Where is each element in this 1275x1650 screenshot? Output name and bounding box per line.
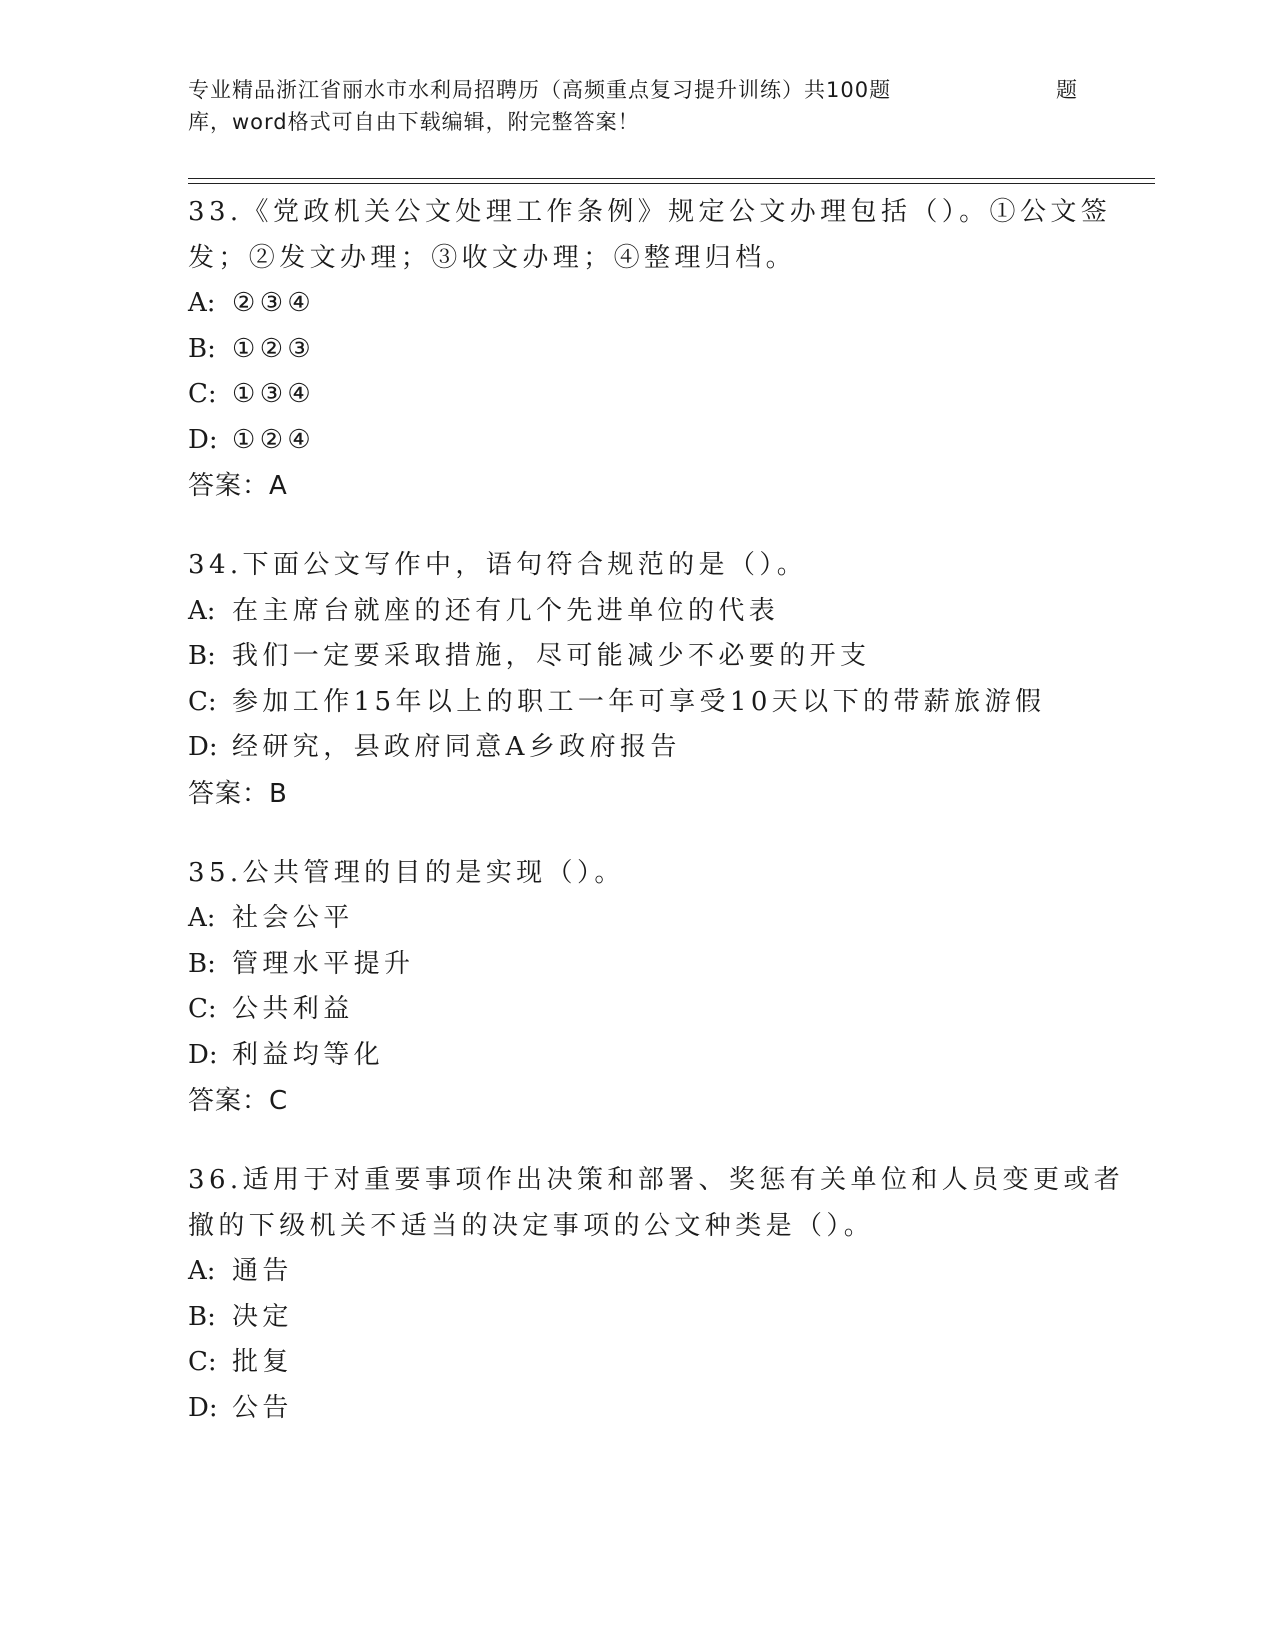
option-letter: A: bbox=[188, 903, 216, 933]
option-letter: B: bbox=[188, 641, 216, 671]
option-text: 公告 bbox=[232, 1392, 293, 1423]
header-line-1 bbox=[188, 74, 1078, 106]
option-text: 我们一定要采取措施，尽可能减少不必要的开支 bbox=[232, 641, 871, 671]
option-text: 通告 bbox=[232, 1256, 293, 1286]
question-stem-line: 撤的下级机关不适当的决定事项的公文种类是（）。 bbox=[188, 1210, 875, 1241]
document-header bbox=[188, 74, 1078, 138]
option-text: ①③④ bbox=[232, 379, 316, 409]
option-text: 批复 bbox=[232, 1347, 293, 1377]
question-stem-line: 33.《党政机关公文处理工作条例》规定公文办理包括（）。①公文签 bbox=[188, 197, 1112, 227]
option-text: 利益均等化 bbox=[232, 1039, 385, 1070]
option-letter: C: bbox=[188, 686, 217, 717]
option-c bbox=[188, 987, 1088, 1033]
option-a bbox=[188, 281, 1088, 327]
option-letter: D: bbox=[188, 732, 218, 762]
answer-line: 答案：B bbox=[188, 778, 288, 809]
option-letter: A: bbox=[188, 595, 216, 626]
option-b bbox=[188, 942, 1088, 988]
option-b bbox=[188, 634, 1088, 680]
option-text: 公共利益 bbox=[232, 994, 354, 1024]
question-stem-line: 36.适用于对重要事项作出决策和部署、奖惩有关单位和人员变更或者 bbox=[188, 1165, 1125, 1195]
option-text: 社会公平 bbox=[232, 903, 354, 933]
option-d bbox=[188, 1386, 1088, 1432]
option-text: 管理水平提升 bbox=[232, 948, 415, 979]
option-d bbox=[188, 1033, 1088, 1079]
question-list bbox=[188, 190, 1125, 1465]
option-d bbox=[188, 725, 1088, 771]
option-letter: D: bbox=[188, 1039, 218, 1070]
option-text: ①②④ bbox=[232, 424, 316, 455]
option-letter: D: bbox=[188, 424, 218, 455]
question-stem-line: 34.下面公文写作中，语句符合规范的是（）。 bbox=[188, 550, 808, 580]
option-text: ②③④ bbox=[232, 288, 316, 318]
option-letter: D: bbox=[188, 1392, 218, 1423]
question-34 bbox=[188, 543, 1088, 817]
option-letter: A: bbox=[188, 288, 216, 318]
option-text: ①②③ bbox=[232, 333, 316, 364]
option-letter: C: bbox=[188, 994, 217, 1024]
option-text: 决定 bbox=[232, 1301, 293, 1332]
option-a bbox=[188, 1249, 1088, 1295]
question-stem-line: 发；②发文办理；③收文办理；④整理归档。 bbox=[188, 242, 797, 273]
option-text: 在主席台就座的还有几个先进单位的代表 bbox=[232, 595, 780, 626]
answer-line: 答案：A bbox=[188, 471, 288, 501]
question-36 bbox=[188, 1158, 1125, 1431]
option-text: 经研究，县政府同意A乡政府报告 bbox=[232, 732, 681, 762]
answer-line: 答案：C bbox=[188, 1086, 289, 1116]
option-letter: A: bbox=[188, 1256, 216, 1286]
header-divider-bottom bbox=[188, 183, 1155, 184]
option-text: 参加工作15年以上的职工一年可享受10天以下的带薪旅游假 bbox=[232, 686, 1046, 717]
option-b bbox=[188, 327, 1088, 373]
header-line-2: 库，word格式可自由下载编辑，附完整答案！ bbox=[188, 110, 640, 134]
header-title: 专业精品浙江省丽水市水利局招聘历（高频重点复习提升训练）共100题 bbox=[188, 78, 892, 102]
option-b bbox=[188, 1295, 1088, 1341]
option-a bbox=[188, 589, 1088, 635]
option-c bbox=[188, 1340, 1088, 1386]
option-c bbox=[188, 372, 1088, 418]
option-letter: C: bbox=[188, 379, 217, 409]
option-c bbox=[188, 680, 1088, 726]
option-letter: B: bbox=[188, 1301, 216, 1332]
question-stem-line: 35.公共管理的目的是实现（）。 bbox=[188, 857, 625, 888]
question-35 bbox=[188, 851, 1088, 1125]
option-d bbox=[188, 418, 1088, 464]
option-letter: B: bbox=[188, 948, 216, 979]
option-a bbox=[188, 896, 1088, 942]
option-letter: C: bbox=[188, 1347, 217, 1377]
header-title-end: 题 bbox=[1056, 78, 1078, 102]
header-divider-top bbox=[188, 178, 1155, 179]
option-letter: B: bbox=[188, 333, 216, 364]
question-33 bbox=[188, 190, 1112, 509]
